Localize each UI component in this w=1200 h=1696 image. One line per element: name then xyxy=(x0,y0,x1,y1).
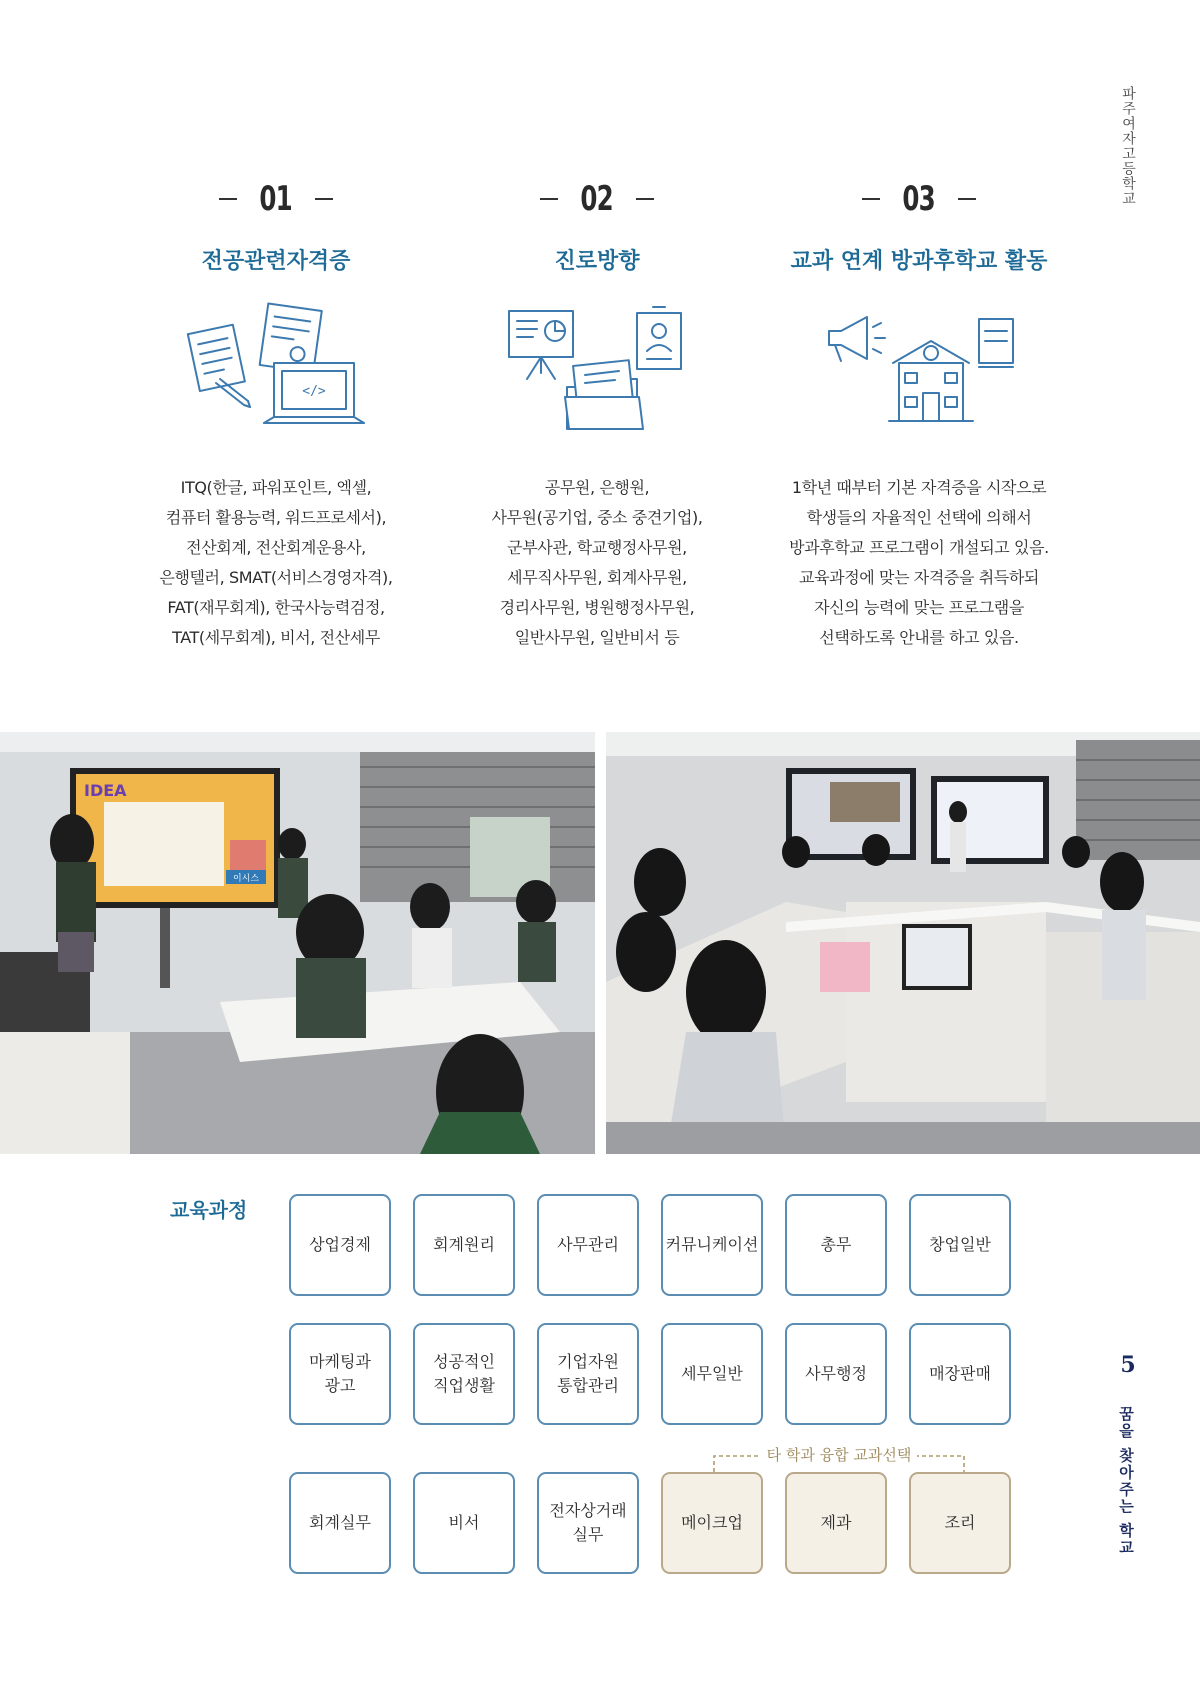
course-box: 사무관리 xyxy=(537,1194,639,1296)
course-box: 회계실무 xyxy=(289,1472,391,1574)
course-box: 세무일반 xyxy=(661,1323,763,1425)
course-box: 성공적인 직업생활 xyxy=(413,1323,515,1425)
section-number: 02 xyxy=(437,176,757,222)
certificate-documents-laptop-icon xyxy=(176,301,376,441)
course-box: 총무 xyxy=(785,1194,887,1296)
section-description: 1학년 때부터 기본 자격증을 시작으로 학생들의 자율적인 선택에 의해서 방과후학교 프로그램이 개설되고 있음. 교육과정에 맞는 자격증을 취득하되 자신의 능력에 맞는 프로그램을 선택하도록 안내를 하고 있음. xyxy=(789,478,1049,647)
megaphone-school-book-icon xyxy=(819,301,1019,441)
section-certificates xyxy=(116,176,436,653)
course-box: 사무행정 xyxy=(785,1323,887,1425)
curriculum-title: 교육과정 xyxy=(170,1198,248,1222)
section-description: 공무원, 은행원, 사무원(공기업, 중소 중견기업), 군부사관, 학교행정사무원, 세무직사무원, 회계사무원, 경리사무원, 병원행정사무원, 일반사무원, 일반비서 등 xyxy=(491,478,703,647)
section-number: 01 xyxy=(116,176,436,222)
section-number: 03 xyxy=(759,176,1079,222)
presentation-folder-id-card-icon xyxy=(497,301,697,441)
course-box: 상업경제 xyxy=(289,1194,391,1296)
course-box: 기업자원 통합관리 xyxy=(537,1323,639,1425)
school-slogan-vertical: 꿈을 찾아주는 학교 xyxy=(1117,1406,1135,1557)
course-box: 전자상거래 실무 xyxy=(537,1472,639,1574)
section-career xyxy=(437,176,757,653)
section-afterschool xyxy=(759,176,1079,653)
course-box: 비서 xyxy=(413,1472,515,1574)
school-name-vertical: 파주여자고등학교 xyxy=(1120,86,1136,206)
fusion-elective-label: 타 학과 융합 교과선택 xyxy=(761,1446,918,1464)
section-heading: 전공관련자격증 xyxy=(201,249,351,274)
section-description: ITQ(한글, 파워포인트, 엑셀, 컴퓨터 활용능력, 워드프로세서), 전산회계, 전산회계운용사, 은행텔러, SMAT(서비스경영자격), FAT(재무회계), 한국사능력검정, TAT(세무회계), 비서, 전산세무 xyxy=(159,478,393,647)
course-box: 커뮤니케이션 xyxy=(661,1194,763,1296)
page-number: 5 xyxy=(1120,1352,1136,1378)
photo-computer-lab xyxy=(606,732,1200,1154)
screen-badge-text: 이시스 xyxy=(232,874,260,884)
course-box: 마케팅과 광고 xyxy=(289,1323,391,1425)
section-heading: 교과 연계 방과후학교 활동 xyxy=(790,249,1048,274)
fusion-course-box: 제과 xyxy=(785,1472,887,1574)
fusion-course-box: 조리 xyxy=(909,1472,1011,1574)
svg-text:</>: </> xyxy=(302,384,326,399)
fusion-elective-bracket xyxy=(712,1444,966,1474)
photo-student-presentation xyxy=(0,732,595,1154)
course-box: 회계원리 xyxy=(413,1194,515,1296)
fusion-course-box: 메이크업 xyxy=(661,1472,763,1574)
course-box: 창업일반 xyxy=(909,1194,1011,1296)
screen-title-text: IDEA xyxy=(84,781,127,800)
course-box: 매장판매 xyxy=(909,1323,1011,1425)
section-heading: 진로방향 xyxy=(554,249,640,274)
